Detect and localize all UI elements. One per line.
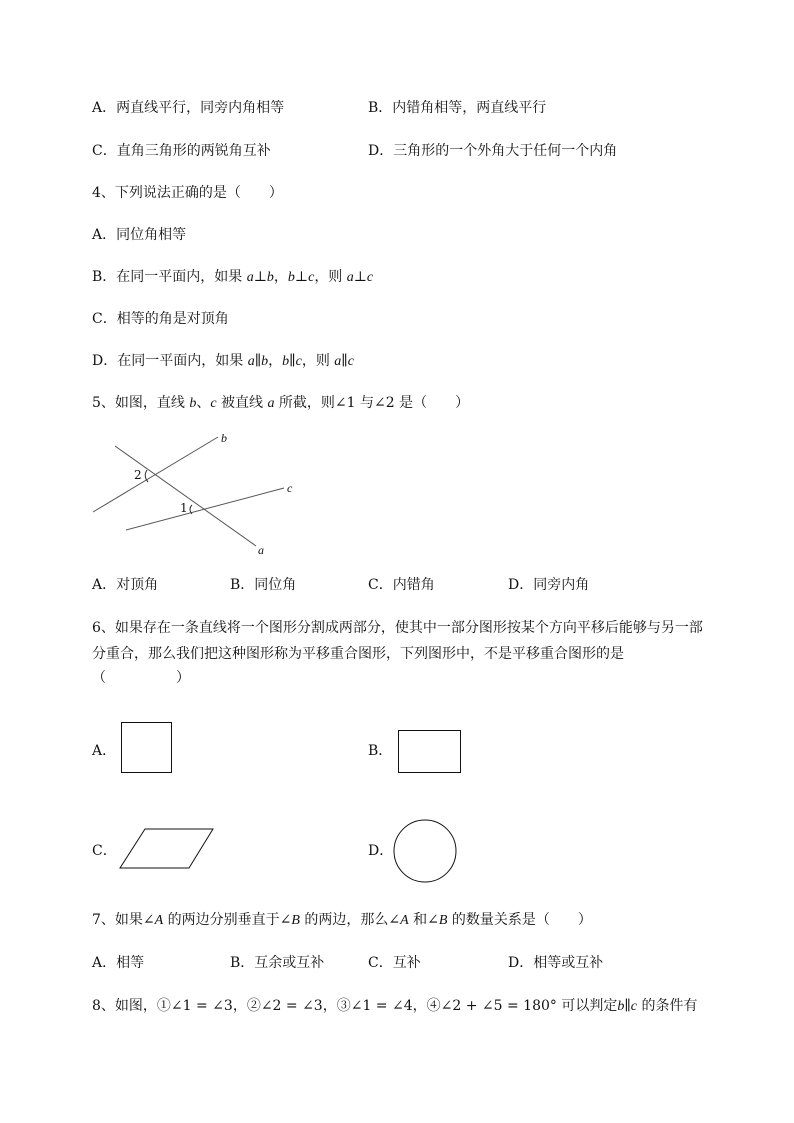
q4-d-expr1: a∥b	[247, 354, 269, 369]
q7-stem-post: 的数量关系是（ ）	[447, 912, 592, 928]
q7-option-a: A．相等	[92, 955, 145, 971]
q4-d-sep2: ，则	[301, 353, 335, 369]
q5-stem-post: 所截，则∠1 与∠2 是（ ）	[274, 395, 470, 411]
q4-d-prefix: D．在同一平面内，如果	[92, 353, 248, 369]
q4-b-sep1: ，	[273, 269, 288, 285]
q8-stem-pre: 8、如图，①∠1 = ∠3，②∠2 = ∠3，③∠1 = ∠4，④∠2 + ∠5 = 180° 可以判定	[92, 998, 618, 1014]
q4-stem: 4、下列说法正确的是（ ）	[92, 185, 283, 201]
q7-stem-pre: 7、如果∠	[92, 912, 155, 928]
q5-stem-c: c	[210, 396, 217, 411]
q4-option-c: C．相等的角是对顶角	[92, 311, 229, 327]
q4-option-a: A．同位角相等	[92, 227, 187, 243]
q7-stem-mid1: 的两边分别垂直于∠	[163, 912, 292, 928]
q5-stem-mid2: 被直线	[216, 395, 268, 411]
q5-option-d: D．同旁内角	[508, 577, 590, 593]
q7-b2: B	[438, 913, 448, 928]
q8-stem-post: 的条件有	[637, 998, 698, 1014]
q4-b-expr3: a⊥c	[346, 270, 374, 285]
q8-stem	[92, 996, 697, 1017]
square-shape	[122, 723, 172, 773]
q6-option-b-label: B．	[368, 743, 393, 759]
q5-stem-pre: 5、如图，直线	[92, 395, 190, 411]
q4-b-prefix: B．在同一平面内，如果	[92, 269, 247, 285]
q7-a1: A	[154, 913, 164, 928]
q7-a2: A	[400, 913, 409, 928]
q5-option-a: A．对顶角	[92, 577, 159, 593]
q3-option-c: C．直角三角形的两锐角互补	[92, 143, 271, 159]
rectangle-shape	[399, 731, 461, 773]
q6-line1: 6、如果存在一条直线将一个图形分割成两部分，使其中一部分图形按某个方向平移后能够与另一部	[92, 620, 703, 636]
q8-expr: b∥c	[617, 999, 638, 1014]
q4-d-sep1: ，	[268, 353, 283, 369]
q5-option-c: C．内错角	[368, 577, 435, 593]
q7-option-d: D．相等或互补	[508, 955, 604, 971]
label-c: c	[287, 481, 293, 495]
q3-option-a: A．两直线平行，同旁内角相等	[92, 100, 285, 116]
q5-stem-a: a	[267, 396, 275, 411]
q3-option-d: D．三角形的一个外角大于任何一个内角	[368, 143, 618, 159]
q7-stem-mid2: 的两边，那么∠	[299, 912, 401, 928]
angle-1-label: 1	[180, 501, 188, 515]
q7-b1: B	[291, 913, 300, 928]
q6-line2: 分重合，那么我们把这种图形称为平移重合图形，下列图形中，不是平移重合图形的是	[92, 646, 624, 662]
q5-option-b: B．同位角	[230, 577, 297, 593]
q3-option-b: B．内错角相等，两直线平行	[368, 100, 547, 116]
label-b: b	[221, 431, 227, 445]
q7-option-b: B．互余或互补	[230, 955, 325, 971]
q5-stem-mid1: 、	[196, 395, 211, 411]
q6-option-c-label: C．	[92, 843, 117, 859]
q4-b-expr2: b⊥c	[287, 270, 315, 285]
label-a: a	[258, 543, 264, 557]
q4-b-expr1: a⊥b	[246, 270, 274, 285]
q4-b-sep2: ，则	[314, 269, 347, 285]
q7-stem-mid3: 和∠	[408, 912, 439, 928]
q7-stem	[92, 910, 592, 931]
q7-option-c: C．互补	[368, 955, 421, 971]
circle-shape	[394, 820, 456, 882]
angle-2-label: 2	[134, 468, 142, 482]
q4-d-expr2: b∥c	[282, 354, 302, 369]
q6-line3: （ ）	[92, 670, 190, 686]
q5-stem-b: b	[189, 396, 197, 411]
q4-d-expr3: a∥c	[334, 354, 354, 369]
q6-option-a-label: A．	[92, 743, 117, 759]
q6-option-d-label: D．	[368, 843, 394, 859]
parallelogram-shape	[120, 829, 213, 868]
